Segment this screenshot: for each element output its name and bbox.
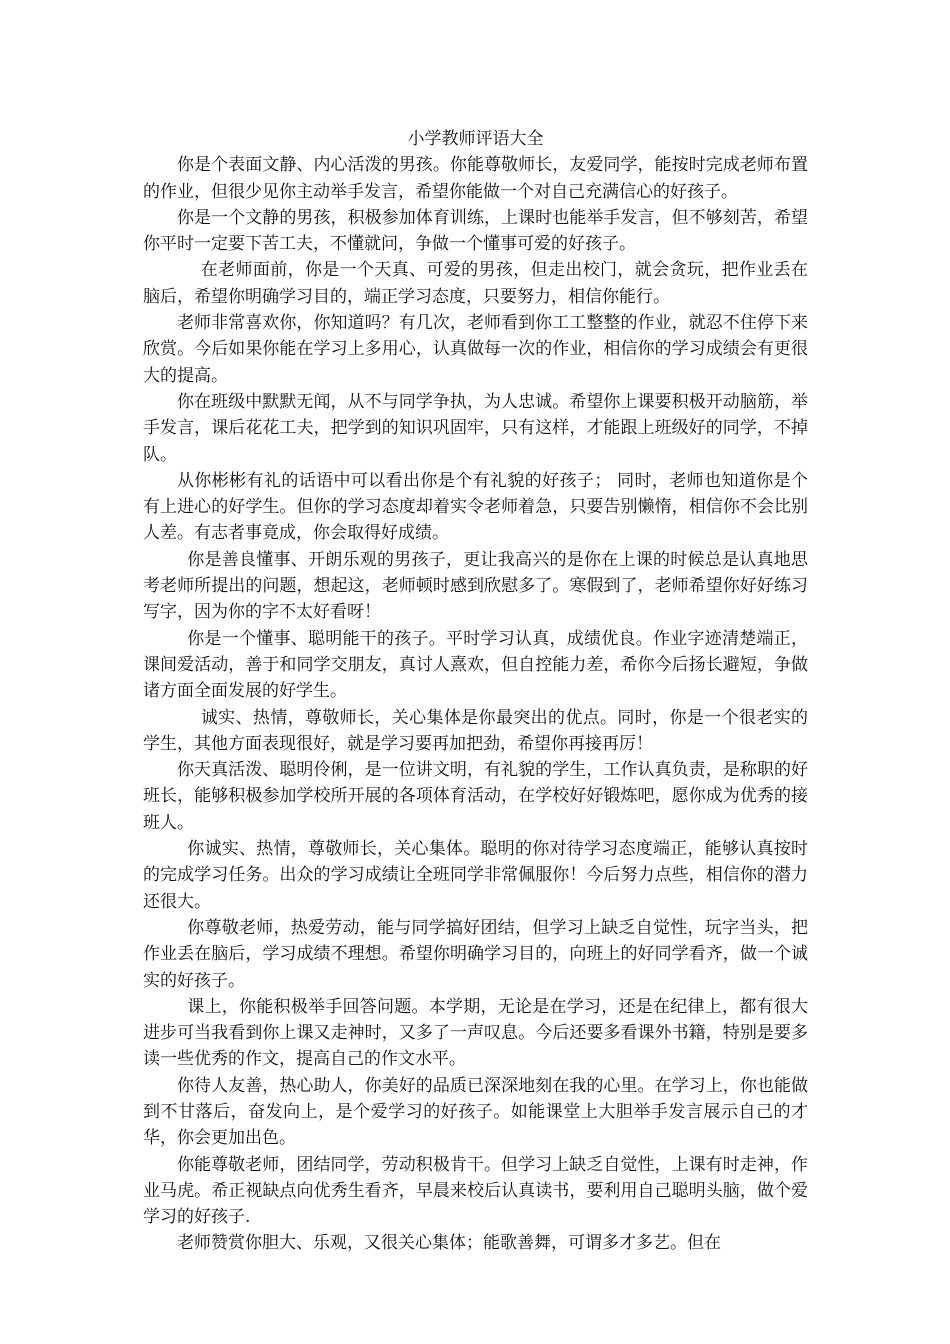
document-title: 小学教师评语大全	[407, 129, 544, 149]
comment-paragraph-13: 课上，你能积极举手回答问题。本学期，无论是在学习，还是在纪律上，都有很大进步可当我看到你上课又走神时，又多了一声叹息。今后还要多看课外书籍，特别是要多读一些优秀的作文，提高自己的作文水平。	[143, 996, 808, 1070]
comment-paragraph-6: 从你彬彬有礼的话语中可以看出你是个有礼貌的好孩子； 同时，老师也知道你是个有上进心的好学生。但你的学习态度却着实令老师着急，只要告别懒惰，相信你不会比别人差。有志者事竟成，你会取得好成绩。	[143, 470, 808, 544]
comment-paragraph-4: 老师非常喜欢你，你知道吗？有几次，老师看到你工工整整的作业，就忍不住停下来欣赏。今后如果你能在学习上多用心，认真做每一次的作业，相信你的学习成绩会有更很大的提高。	[143, 313, 808, 386]
comment-paragraph-10: 你天真活泼、聪明伶俐，是一位讲文明，有礼貌的学生，工作认真负责，是称职的好班长，能够积极参加学校所开展的各项体育活动，在学校好好锻炼吧，愿你成为优秀的接班人。	[143, 760, 808, 833]
comment-paragraph-14: 你待人友善，热心助人，你美好的品质已深深地刻在我的心里。在学习上，你也能做到不甘落后，奋发向上，是个爱学习的好孩子。如能课堂上大胆举手发言展示自己的才华，你会更加出色。	[143, 1075, 808, 1149]
comment-paragraph-3: 在老师面前，你是一个天真、可爱的男孩，但走出校门，就会贪玩，把作业丢在脑后，希望你明确学习目的，端正学习态度，只要努力，相信你能行。	[143, 260, 808, 307]
comment-paragraph-16: 老师赞赏你胆大、乐观，又很关心集体；能歌善舞，可谓多才多艺。但在	[177, 1233, 721, 1254]
comment-paragraph-7: 你是善良懂事、开朗乐观的男孩子，更让我高兴的是你在上课的时候总是认真地思考老师所提出的问题，想起这，老师顿时感到欣慰多了。寒假到了，老师希望你好好练习写字，因为你的字不太好看呀！	[143, 549, 808, 623]
comment-paragraph-15: 你能尊敬老师，团结同学，劳动积极肯干。但学习上缺乏自觉性，上课有时走神，作业马虎。希正视缺点向优秀生看齐，早晨来校后认真读书，要利用自己聪明头脑，做个爱学习的好孩子.	[143, 1154, 808, 1228]
comment-paragraph-11: 你诚实、热情，尊敬师长，关心集体。聪明的你对待学习态度端正，能够认真按时的完成学习任务。出众的学习成绩让全班同学非常佩服你！今后努力点些，相信你的潜力还很大。	[143, 839, 808, 912]
comment-paragraph-2: 你是一个文静的男孩，积极参加体育训练，上课时也能举手发言，但不够刻苦，希望你平时一定要下苦工夫，不懂就问，争做一个懂事可爱的好孩子。	[143, 207, 808, 255]
comment-paragraph-1: 你是个表面文静、内心活泼的男孩。你能尊敬师长，友爱同学，能按时完成老师布置的作业，但很少见你主动举手发言，希望你能做一个对自己充满信心的好孩子。	[143, 155, 808, 202]
comment-paragraph-8: 你是一个懂事、聪明能干的孩子。平时学习认真，成绩优良。作业字迹清楚端正，课间爱活动，善于和同学交朋友，真讨人熹欢，但自控能力差，希你今后扬长避短，争做诸方面全面发展的好学生。	[143, 628, 808, 702]
document-body	[143, 126, 808, 1257]
comment-paragraph-5: 你在班级中默默无闻，从不与同学争执，为人忠诚。希望你上课要积极开动脑筋，举手发言，课后花花工夫，把学到的知识巩固牢，只有这样，才能跟上班级好的同学，不掉队。	[143, 391, 808, 465]
comment-paragraph-12: 你尊敬老师，热爱劳动，能与同学搞好团结，但学习上缺乏自觉性，玩字当头，把作业丢在脑后，学习成绩不理想。希望你明确学习目的，向班上的好同学看齐，做一个诚实的好孩子。	[143, 917, 808, 991]
comment-paragraph-9: 诚实、热情，尊敬师长，关心集体是你最突出的优点。同时，你是一个很老实的学生，其他方面表现很好，就是学习要再加把劲，希望你再接再厉！	[143, 707, 808, 754]
